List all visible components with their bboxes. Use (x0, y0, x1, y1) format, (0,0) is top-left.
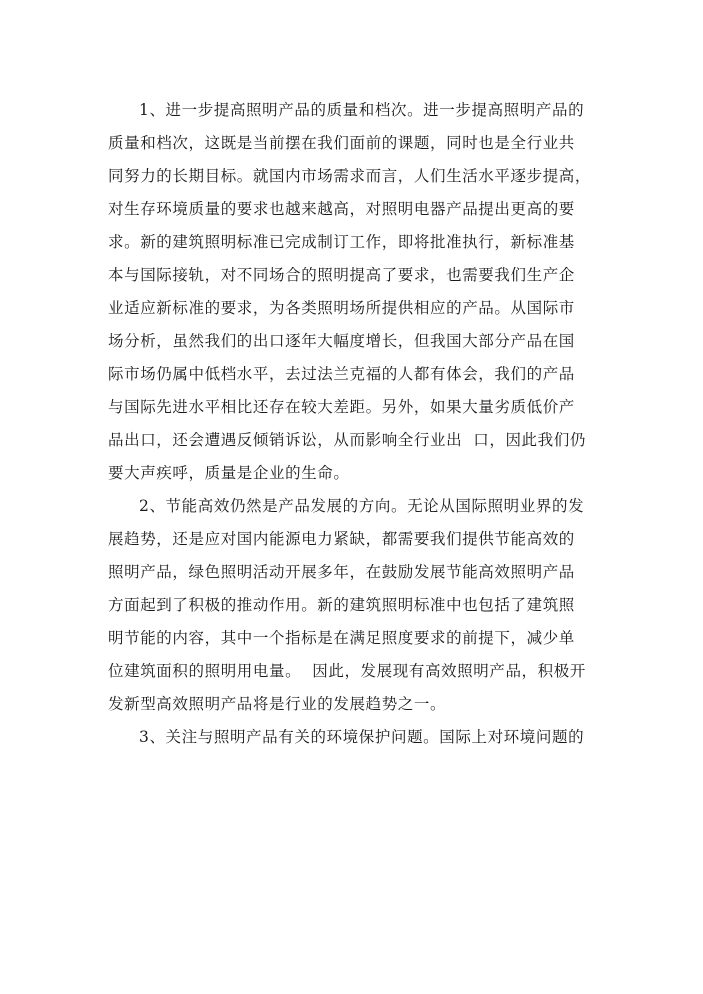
text-line: 3、关注与照明产品有关的环境保护问题。国际上对环境问题的 (139, 728, 585, 746)
text-line: 际市场仍属中低档水平，去过法兰克福的人都有体会，我们的产品 (108, 365, 575, 383)
text-line: 照明产品，绿色照明活动开展多年，在鼓励发展节能高效照明产品 (108, 563, 575, 581)
text-line: 本与国际接轨，对不同场合的照明提高了要求，也需要我们生产企 (108, 266, 575, 284)
text-line: 求。新的建筑照明标准已完成制订工作，即将批准执行，新标准基 (108, 233, 575, 251)
text-line: 方面起到了积极的推动作用。新的建筑照明标准中也包括了建筑照 (108, 596, 575, 614)
document-body (108, 94, 598, 754)
text-line: 要大声疾呼，质量是企业的生命。 (108, 464, 350, 482)
text-line: 业适应新标准的要求，为各类照明场所提供相应的产品。从国际市 (108, 299, 575, 317)
text-line: 对生存环境质量的要求也越来越高，对照明电器产品提出更高的要 (108, 200, 575, 218)
text-line: 位建筑面积的照明用电量。 因此，发展现有高效照明产品，积极开 (108, 662, 586, 680)
paragraph-energy-efficiency (108, 490, 598, 721)
text-line: 发新型高效照明产品将是行业的发展趋势之一。 (108, 695, 447, 713)
text-line: 与国际先进水平相比还存在较大差距。另外，如果大量劣质低价产 (108, 398, 575, 416)
text-line: 质量和档次，这既是当前摆在我们面前的课题，同时也是全行业共 (108, 134, 575, 152)
text-line: 展趋势，还是应对国内能源电力紧缺，都需要我们提供节能高效的 (108, 530, 575, 548)
text-line: 1、进一步提高照明产品的质量和档次。进一步提高照明产品的 (139, 101, 585, 119)
text-line: 明节能的内容，其中一个指标是在满足照度要求的前提下，减少单 (108, 629, 575, 647)
paragraph-quality (108, 94, 598, 490)
paragraph-environment (108, 721, 598, 754)
text-line: 品出口，还会遭遇反倾销诉讼，从而影响全行业出 口，因此我们仍 (108, 431, 586, 449)
text-line: 2、节能高效仍然是产品发展的方向。无论从国际照明业界的发 (139, 497, 585, 515)
text-line: 场分析，虽然我们的出口逐年大幅度增长，但我国大部分产品在国 (108, 332, 575, 350)
text-line: 同努力的长期目标。就国内市场需求而言，人们生活水平逐步提高， (108, 167, 592, 185)
